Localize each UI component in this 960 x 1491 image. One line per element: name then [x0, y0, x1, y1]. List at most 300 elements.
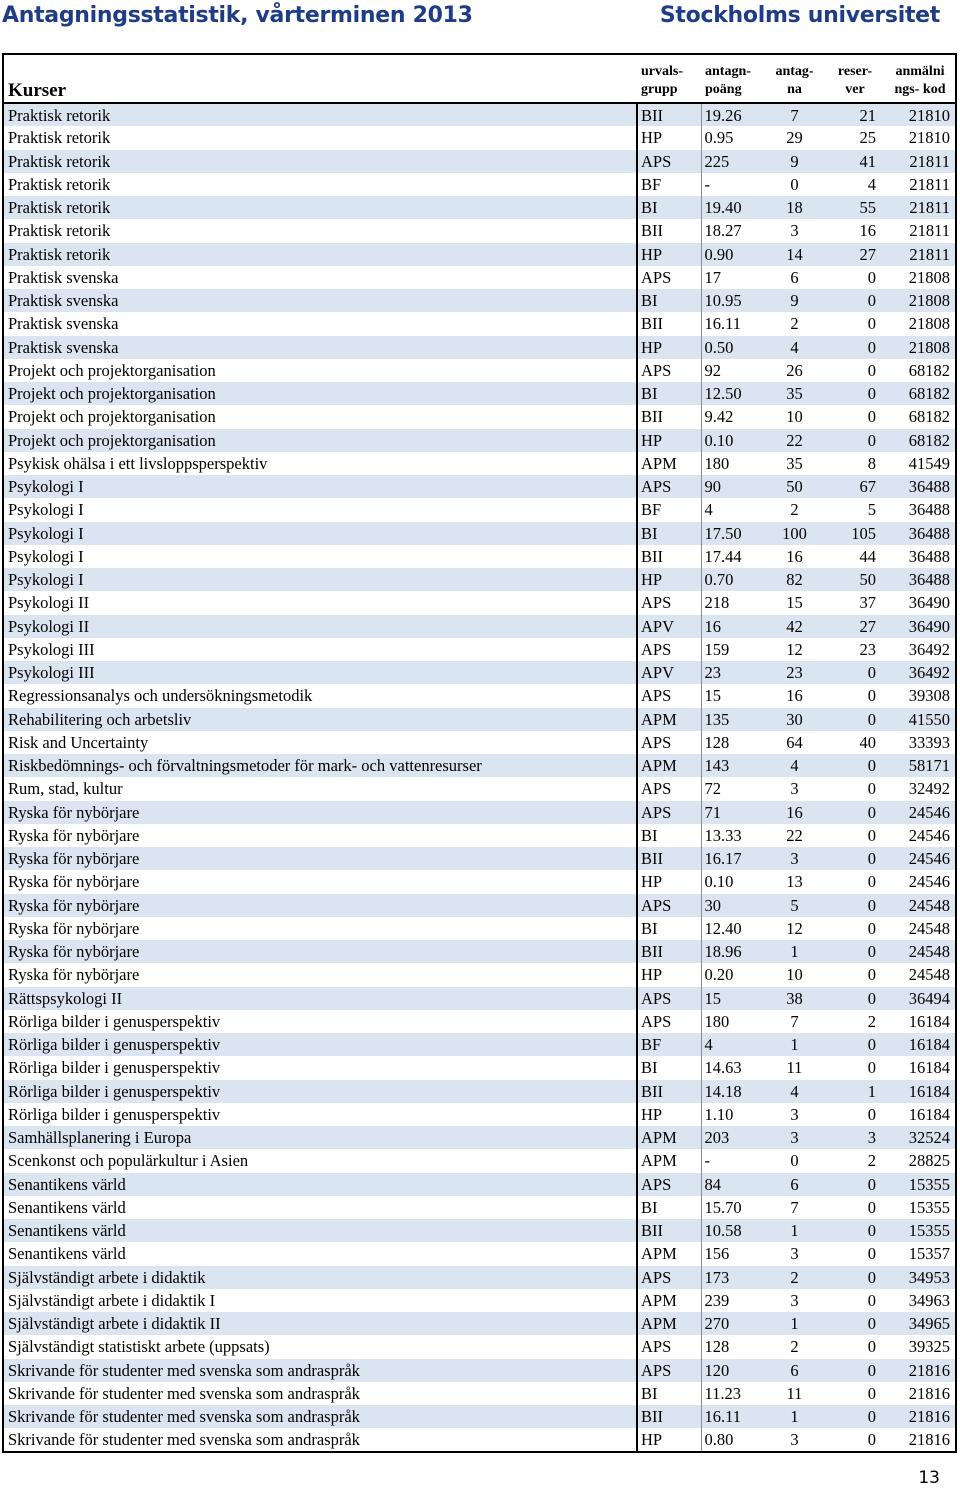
cell-antagna: 35 [786, 453, 803, 473]
cell-antagna: 4 [790, 1081, 799, 1101]
cell-antagningspoang: 16.17 [704, 849, 742, 869]
table-row [3, 638, 956, 661]
cell-kurs: Ryska för nybörjare [3, 894, 637, 917]
cell-antagna: 1 [790, 1314, 799, 1334]
cell-urvalsgrupp: HP [637, 1103, 701, 1126]
cell-kurs: Självständigt arbete i didaktik II [3, 1312, 637, 1335]
cell-antagningspoang: 0.10 [704, 430, 734, 450]
cell-urvalsgrupp: HP [637, 870, 701, 893]
cell-antagningspoang: - [704, 174, 710, 194]
cell-antagna: 15 [786, 593, 803, 613]
cell-reserver: 67 [859, 477, 876, 497]
table-row [3, 824, 956, 847]
cell-urvalsgrupp: BII [637, 219, 701, 242]
cell-antagningspoang: 23 [704, 663, 721, 683]
cell-urvalsgrupp: APS [637, 1173, 701, 1196]
table-row [3, 1126, 956, 1149]
cell-kurs: Projekt och projektorganisation [3, 405, 637, 428]
cell-kurs: Scenkonst och populärkultur i Asien [3, 1149, 637, 1172]
cell-urvalsgrupp: BI [637, 824, 701, 847]
cell-reserver: 0 [867, 918, 876, 938]
cell-antagna: 16 [786, 802, 803, 822]
cell-antagningspoang: 0.95 [704, 128, 734, 148]
cell-antagna: 11 [786, 1383, 803, 1403]
cell-antagna: 2 [790, 314, 799, 334]
table-row [3, 498, 956, 521]
cell-urvalsgrupp: BII [637, 1405, 701, 1428]
cell-antagningspoang: 17.44 [704, 546, 742, 566]
cell-kurs: Ryska för nybörjare [3, 801, 637, 824]
cell-anmalningskod: 28825 [908, 1151, 950, 1171]
cell-antagna: 3 [790, 1429, 799, 1449]
cell-antagningspoang: 18.96 [704, 942, 742, 962]
table-row [3, 243, 956, 266]
cell-urvalsgrupp: BI [637, 1056, 701, 1079]
cell-reserver: 3 [867, 1128, 876, 1148]
admission-statistics-table [2, 53, 957, 1453]
cell-kurs: Självständigt arbete i didaktik [3, 1266, 637, 1289]
cell-antagningspoang: 9.42 [704, 407, 734, 427]
cell-anmalningskod: 34953 [908, 1267, 950, 1287]
cell-reserver: 21 [859, 105, 876, 125]
cell-anmalningskod: 68182 [908, 430, 950, 450]
cell-antagna: 0 [790, 174, 799, 194]
cell-urvalsgrupp: BI [637, 522, 701, 545]
cell-antagningspoang: 17 [704, 267, 721, 287]
cell-kurs: Psykologi III [3, 638, 637, 661]
table-row [3, 661, 956, 684]
cell-reserver: 0 [867, 965, 876, 985]
cell-reserver: 8 [867, 453, 876, 473]
table-row [3, 382, 956, 405]
cell-reserver: 0 [867, 1407, 876, 1427]
cell-antagna: 6 [790, 267, 799, 287]
table-row [3, 1242, 956, 1265]
cell-reserver: 37 [859, 593, 876, 613]
cell-anmalningskod: 32492 [908, 779, 950, 799]
cell-reserver: 27 [859, 244, 876, 264]
table-row [3, 1033, 956, 1056]
cell-anmalningskod: 21810 [908, 128, 950, 148]
cell-reserver: 2 [867, 1151, 876, 1171]
cell-antagningspoang: 19.40 [704, 198, 742, 218]
cell-anmalningskod: 24548 [908, 895, 950, 915]
cell-antagna: 7 [790, 105, 799, 125]
cell-urvalsgrupp: APM [637, 708, 701, 731]
cell-urvalsgrupp: BII [637, 940, 701, 963]
cell-reserver: 0 [867, 407, 876, 427]
cell-urvalsgrupp: APM [637, 1312, 701, 1335]
cell-reserver: 0 [867, 988, 876, 1008]
cell-reserver: 0 [867, 360, 876, 380]
table-row [3, 219, 956, 242]
cell-kurs: Psykologi I [3, 522, 637, 545]
table-row [3, 847, 956, 870]
cell-reserver: 0 [867, 430, 876, 450]
cell-urvalsgrupp: BI [637, 196, 701, 219]
cell-antagna: 23 [786, 663, 803, 683]
table-row [3, 731, 956, 754]
cell-reserver: 0 [867, 849, 876, 869]
cell-kurs: Praktisk svenska [3, 336, 637, 359]
cell-anmalningskod: 24546 [908, 825, 950, 845]
cell-antagna: 4 [790, 337, 799, 357]
table-row [3, 266, 956, 289]
cell-kurs: Senantikens värld [3, 1219, 637, 1242]
table-row [3, 1173, 956, 1196]
cell-antagningspoang: 10.95 [704, 291, 742, 311]
cell-kurs: Rättspsykologi II [3, 987, 637, 1010]
cell-antagna: 38 [786, 988, 803, 1008]
table-row [3, 1359, 956, 1382]
cell-kurs: Rehabilitering och arbetsliv [3, 708, 637, 731]
cell-reserver: 0 [867, 1383, 876, 1403]
cell-antagna: 30 [786, 709, 803, 729]
cell-antagna: 3 [790, 779, 799, 799]
cell-antagningspoang: 143 [704, 756, 730, 776]
cell-antagna: 42 [786, 616, 803, 636]
cell-antagningspoang: 14.63 [704, 1058, 742, 1078]
cell-anmalningskod: 16184 [908, 1011, 950, 1031]
cell-urvalsgrupp: BI [637, 1382, 701, 1405]
column-header-urvalsgrupp: urvals- grupp [637, 54, 701, 103]
table-row [3, 1312, 956, 1335]
page-header [0, 0, 960, 40]
cell-urvalsgrupp: APM [637, 452, 701, 475]
cell-antagningspoang: 173 [704, 1267, 730, 1287]
cell-anmalningskod: 21816 [908, 1429, 950, 1449]
cell-reserver: 23 [859, 639, 876, 659]
cell-reserver: 105 [851, 523, 876, 543]
column-header-antagningspoang: antagn- poäng [701, 54, 764, 103]
cell-antagningspoang: 135 [704, 709, 730, 729]
cell-kurs: Psykologi II [3, 591, 637, 614]
cell-reserver: 0 [867, 1267, 876, 1287]
cell-urvalsgrupp: APS [637, 1359, 701, 1382]
cell-urvalsgrupp: APS [637, 266, 701, 289]
cell-kurs: Samhällsplanering i Europa [3, 1126, 637, 1149]
cell-antagningspoang: 30 [704, 895, 721, 915]
cell-anmalningskod: 21816 [908, 1407, 950, 1427]
cell-kurs: Ryska för nybörjare [3, 963, 637, 986]
cell-anmalningskod: 21816 [908, 1360, 950, 1380]
cell-anmalningskod: 24548 [908, 918, 950, 938]
cell-antagningspoang: 203 [704, 1128, 730, 1148]
cell-reserver: 0 [867, 267, 876, 287]
cell-antagningspoang: 4 [704, 1035, 713, 1055]
table-row [3, 150, 956, 173]
table-row [3, 1103, 956, 1126]
cell-antagningspoang: 16.11 [704, 1407, 742, 1427]
cell-antagningspoang: 14.18 [704, 1081, 742, 1101]
cell-reserver: 0 [867, 872, 876, 892]
cell-urvalsgrupp: BI [637, 382, 701, 405]
cell-antagningspoang: 10.58 [704, 1221, 742, 1241]
cell-anmalningskod: 21808 [908, 291, 950, 311]
cell-kurs: Riskbedömnings- och förvaltningsmetoder för mark- och vattenresurser [3, 754, 637, 777]
cell-urvalsgrupp: APS [637, 777, 701, 800]
cell-urvalsgrupp: APM [637, 754, 701, 777]
cell-antagna: 7 [790, 1197, 799, 1217]
cell-antagningspoang: 15.70 [704, 1197, 742, 1217]
table-row [3, 963, 956, 986]
cell-urvalsgrupp: BII [637, 312, 701, 335]
cell-kurs: Självständigt arbete i didaktik I [3, 1289, 637, 1312]
cell-reserver: 0 [867, 1035, 876, 1055]
cell-urvalsgrupp: APS [637, 801, 701, 824]
cell-urvalsgrupp: HP [637, 1428, 701, 1451]
cell-antagningspoang: 12.50 [704, 384, 742, 404]
cell-antagna: 14 [786, 244, 803, 264]
table-row [3, 917, 956, 940]
cell-reserver: 2 [867, 1011, 876, 1031]
table-row [3, 1382, 956, 1405]
cell-antagna: 12 [786, 918, 803, 938]
cell-reserver: 0 [867, 825, 876, 845]
table-row [3, 475, 956, 498]
cell-reserver: 0 [867, 291, 876, 311]
cell-anmalningskod: 16184 [908, 1058, 950, 1078]
cell-reserver: 0 [867, 663, 876, 683]
cell-reserver: 55 [859, 198, 876, 218]
cell-antagningspoang: 128 [704, 732, 730, 752]
cell-kurs: Rörliga bilder i genusperspektiv [3, 1010, 637, 1033]
cell-antagna: 4 [790, 756, 799, 776]
cell-urvalsgrupp: APS [637, 684, 701, 707]
cell-antagningspoang: 120 [704, 1360, 730, 1380]
table-row [3, 615, 956, 638]
cell-kurs: Rörliga bilder i genusperspektiv [3, 1103, 637, 1126]
cell-reserver: 25 [859, 128, 876, 148]
cell-reserver: 16 [859, 221, 876, 241]
table-row [3, 708, 956, 731]
cell-antagningspoang: 15 [704, 988, 721, 1008]
cell-reserver: 0 [867, 895, 876, 915]
cell-reserver: 0 [867, 709, 876, 729]
table-row [3, 1149, 956, 1172]
cell-antagna: 1 [790, 942, 799, 962]
cell-anmalningskod: 15355 [908, 1197, 950, 1217]
table-row [3, 336, 956, 359]
cell-urvalsgrupp: BII [637, 405, 701, 428]
table-row [3, 289, 956, 312]
cell-antagningspoang: - [704, 1151, 710, 1171]
cell-urvalsgrupp: APS [637, 1266, 701, 1289]
cell-antagningspoang: 15 [704, 686, 721, 706]
cell-antagningspoang: 11.23 [704, 1383, 742, 1403]
cell-antagningspoang: 0.70 [704, 570, 734, 590]
cell-urvalsgrupp: BII [637, 1080, 701, 1103]
cell-anmalningskod: 36492 [908, 639, 950, 659]
cell-antagningspoang: 0.20 [704, 965, 734, 985]
cell-anmalningskod: 33393 [908, 732, 950, 752]
cell-reserver: 0 [867, 1174, 876, 1194]
cell-antagningspoang: 4 [704, 500, 713, 520]
cell-urvalsgrupp: APV [637, 661, 701, 684]
table-row [3, 591, 956, 614]
table-row [3, 126, 956, 149]
cell-antagningspoang: 218 [704, 593, 730, 613]
cell-kurs: Psykologi I [3, 475, 637, 498]
cell-urvalsgrupp: HP [637, 126, 701, 149]
column-header-anmalningskod: anmälni ngs- kod [885, 54, 956, 103]
cell-anmalningskod: 24546 [908, 872, 950, 892]
cell-kurs: Psykologi I [3, 545, 637, 568]
cell-reserver: 0 [867, 314, 876, 334]
cell-kurs: Praktisk retorik [3, 150, 637, 173]
cell-urvalsgrupp: BI [637, 1196, 701, 1219]
cell-antagningspoang: 90 [704, 477, 721, 497]
cell-kurs: Senantikens värld [3, 1173, 637, 1196]
cell-anmalningskod: 36490 [908, 616, 950, 636]
cell-antagningspoang: 0.50 [704, 337, 734, 357]
cell-antagna: 0 [790, 1151, 799, 1171]
cell-anmalningskod: 24546 [908, 849, 950, 869]
cell-anmalningskod: 36494 [908, 988, 950, 1008]
cell-antagna: 7 [790, 1011, 799, 1031]
table-row [3, 173, 956, 196]
cell-kurs: Praktisk retorik [3, 126, 637, 149]
cell-kurs: Projekt och projektorganisation [3, 359, 637, 382]
cell-antagna: 5 [790, 895, 799, 915]
cell-kurs: Regressionsanalys och undersökningsmetodik [3, 684, 637, 707]
cell-anmalningskod: 21811 [909, 151, 950, 171]
column-header-kurser: Kurser [3, 54, 637, 103]
cell-antagningspoang: 239 [704, 1290, 730, 1310]
cell-antagna: 10 [786, 965, 803, 985]
table-row [3, 801, 956, 824]
cell-anmalningskod: 68182 [908, 407, 950, 427]
cell-kurs: Praktisk retorik [3, 196, 637, 219]
cell-antagna: 2 [790, 1267, 799, 1287]
cell-kurs: Skrivande för studenter med svenska som andraspråk [3, 1405, 637, 1428]
cell-reserver: 0 [867, 779, 876, 799]
cell-antagna: 3 [790, 849, 799, 869]
cell-antagna: 18 [786, 198, 803, 218]
cell-anmalningskod: 15355 [908, 1221, 950, 1241]
cell-kurs: Senantikens värld [3, 1242, 637, 1265]
cell-urvalsgrupp: APS [637, 987, 701, 1010]
cell-kurs: Rörliga bilder i genusperspektiv [3, 1033, 637, 1056]
table-row [3, 1056, 956, 1079]
cell-antagna: 16 [786, 686, 803, 706]
cell-reserver: 27 [859, 616, 876, 636]
cell-reserver: 0 [867, 686, 876, 706]
cell-anmalningskod: 58171 [908, 756, 950, 776]
cell-urvalsgrupp: APS [637, 591, 701, 614]
cell-antagningspoang: 19.26 [704, 105, 742, 125]
cell-antagna: 3 [790, 1128, 799, 1148]
cell-anmalningskod: 21811 [909, 198, 950, 218]
table-row [3, 359, 956, 382]
cell-reserver: 0 [867, 1314, 876, 1334]
cell-antagningspoang: 0.10 [704, 872, 734, 892]
cell-kurs: Praktisk retorik [3, 173, 637, 196]
cell-urvalsgrupp: APS [637, 475, 701, 498]
table-row [3, 545, 956, 568]
table-row [3, 987, 956, 1010]
cell-kurs: Psykologi I [3, 498, 637, 521]
cell-reserver: 0 [867, 1058, 876, 1078]
cell-kurs: Praktisk svenska [3, 266, 637, 289]
cell-antagningspoang: 17.50 [704, 523, 742, 543]
cell-reserver: 0 [867, 942, 876, 962]
cell-antagna: 3 [790, 1244, 799, 1264]
cell-anmalningskod: 21811 [909, 221, 950, 241]
cell-antagna: 1 [790, 1407, 799, 1427]
table-body [3, 103, 956, 1452]
cell-reserver: 0 [867, 756, 876, 776]
table-row [3, 940, 956, 963]
cell-kurs: Psykologi I [3, 568, 637, 591]
cell-reserver: 0 [867, 1429, 876, 1449]
cell-urvalsgrupp: HP [637, 336, 701, 359]
cell-anmalningskod: 21811 [909, 174, 950, 194]
cell-antagningspoang: 16.11 [704, 314, 742, 334]
cell-urvalsgrupp: APS [637, 150, 701, 173]
cell-anmalningskod: 21811 [909, 244, 950, 264]
cell-reserver: 0 [867, 1221, 876, 1241]
cell-antagna: 22 [786, 430, 803, 450]
cell-anmalningskod: 34965 [908, 1314, 950, 1334]
cell-urvalsgrupp: BII [637, 847, 701, 870]
cell-kurs: Skrivande för studenter med svenska som andraspråk [3, 1382, 637, 1405]
cell-antagningspoang: 128 [704, 1337, 730, 1357]
cell-kurs: Praktisk svenska [3, 312, 637, 335]
cell-antagna: 10 [786, 407, 803, 427]
cell-urvalsgrupp: APS [637, 638, 701, 661]
cell-urvalsgrupp: BI [637, 917, 701, 940]
cell-reserver: 0 [867, 337, 876, 357]
cell-anmalningskod: 24548 [908, 942, 950, 962]
cell-antagna: 11 [786, 1058, 803, 1078]
cell-reserver: 0 [867, 1360, 876, 1380]
cell-antagningspoang: 180 [704, 1011, 730, 1031]
cell-urvalsgrupp: HP [637, 429, 701, 452]
cell-reserver: 0 [867, 1244, 876, 1264]
cell-anmalningskod: 36488 [908, 477, 950, 497]
cell-antagningspoang: 13.33 [704, 825, 742, 845]
cell-urvalsgrupp: BII [637, 545, 701, 568]
cell-urvalsgrupp: APM [637, 1126, 701, 1149]
cell-antagna: 2 [790, 500, 799, 520]
cell-antagna: 35 [786, 384, 803, 404]
table-row [3, 1219, 956, 1242]
table-row [3, 1289, 956, 1312]
cell-urvalsgrupp: BI [637, 289, 701, 312]
cell-reserver: 0 [867, 1197, 876, 1217]
table-row [3, 1335, 956, 1358]
cell-urvalsgrupp: BF [637, 498, 701, 521]
cell-anmalningskod: 36488 [908, 570, 950, 590]
table-row [3, 1196, 956, 1219]
cell-kurs: Praktisk retorik [3, 243, 637, 266]
cell-anmalningskod: 68182 [908, 384, 950, 404]
cell-antagna: 3 [790, 1290, 799, 1310]
cell-antagna: 29 [786, 128, 803, 148]
cell-antagna: 9 [790, 291, 799, 311]
cell-urvalsgrupp: HP [637, 963, 701, 986]
table-row [3, 1405, 956, 1428]
cell-kurs: Projekt och projektorganisation [3, 382, 637, 405]
cell-urvalsgrupp: BII [637, 1219, 701, 1242]
cell-antagningspoang: 0.80 [704, 1429, 734, 1449]
cell-antagningspoang: 72 [704, 779, 721, 799]
cell-urvalsgrupp: APS [637, 1335, 701, 1358]
table-row [3, 405, 956, 428]
cell-antagna: 100 [782, 523, 807, 543]
cell-kurs: Rum, stad, kultur [3, 777, 637, 800]
